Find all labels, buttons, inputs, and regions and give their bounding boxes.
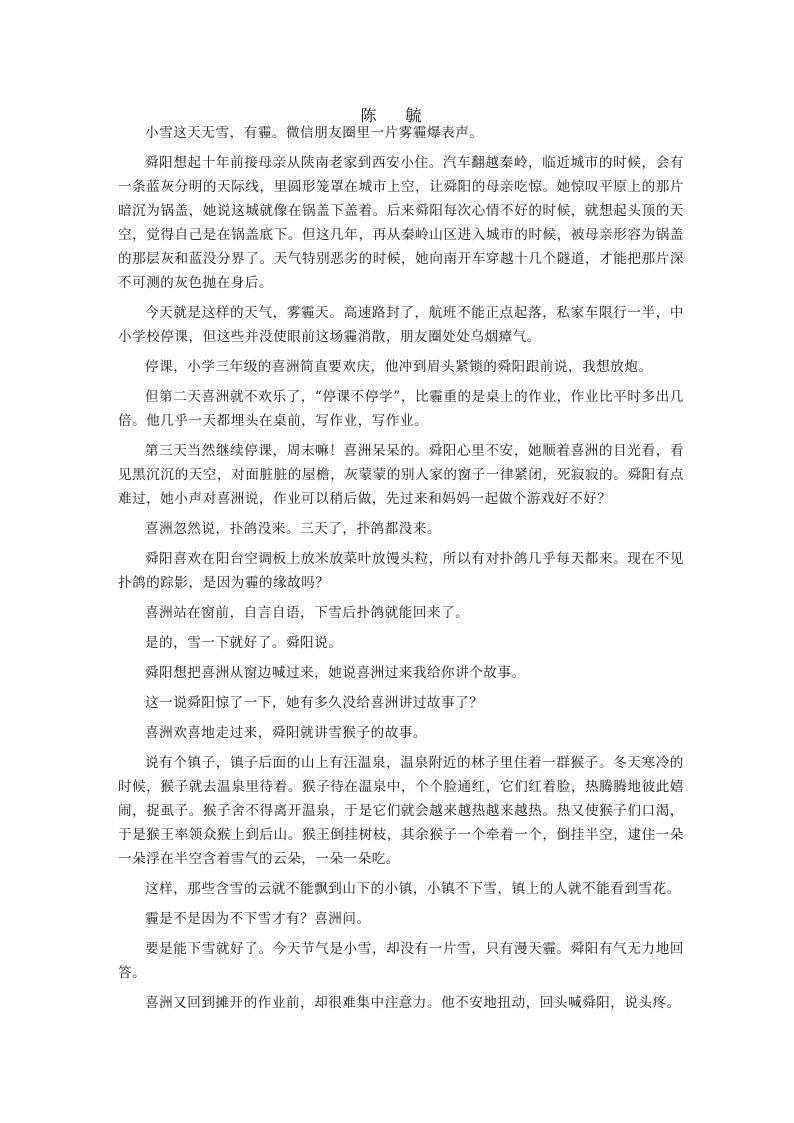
paragraph: 这一说舜阳惊了一下，她有多久没给喜洲讲过故事了？: [145, 695, 484, 711]
paragraph: 舜阳喜欢在阳台空调板上放米放菜叶放馒头粒，所以有对扑鸽几乎每天都来。现在不见扑鸽的踪影，是因为霾的缘故吗？: [118, 551, 684, 591]
paragraph: 要是能下雪就好了。今天节气是小雪，却没有一片雪，只有漫天霾。舜阳有气无力地回答。: [118, 941, 684, 981]
paragraph: 舜阳想起十年前接母亲从陕南老家到西安小住。汽车翻越秦岭，临近城市的时候，会有一条蓝灰分明的天际线，里圆形笼罩在城市上空，让舜阳的母亲吃惊。她惊叹平原上的那片暗沉为锅盖，她说这城就像在锅盖下盖着。后来舜阳每次心情不好的时候，就想起头顶的天空，觉得自己是在锅盖底下。但这几年，再从秦岭山区进入城市的时候，被母亲形容为锅盖的那层灰和蓝没分界了。天气特别恶劣的时候，她向南开车穿越十几个隧道，才能把那片深不可测的灰色抛在身后。: [118, 155, 684, 291]
paragraph: 喜洲站在窗前，自言自语，下雪后扑鸽就能回来了。: [145, 605, 470, 621]
author-title: 陈 毓: [360, 105, 434, 125]
paragraph: 今天就是这样的天气，雾霾天。高速路封了，航班不能正点起落，私家车限行一半，中小学校停课，但这些并没使眼前这场霾消散，朋友圈处处乌烟瘴气。: [118, 305, 684, 345]
paragraph: 喜洲忽然说，扑鸽没来。三天了，扑鸽都没来。: [145, 521, 442, 537]
paragraph: 喜洲欢喜地走过来，舜阳就讲雪猴子的故事。: [145, 725, 427, 741]
paragraph: 小雪这天无雪，有霾。微信朋友圈里一片雾霾爆表声。: [145, 125, 484, 141]
paragraph: 但第二天喜洲就不欢乐了，“停课不停学”，比霾重的是桌上的作业，作业比平时多出几倍。他几乎一天都埋头在桌前，写作业，写作业。: [118, 389, 684, 429]
paragraph: 霾是不是因为不下雪才有？喜洲问。: [145, 911, 371, 927]
paragraph: 是的，雪一下就好了。舜阳说。: [145, 635, 343, 651]
paragraph: 第三天当然继续停课，周末嘛！喜洲呆呆的。舜阳心里不安，她顺着喜洲的目光看，看见黑沉沉的天空，对面脏脏的屋檐，灰蒙蒙的别人家的窗子一律紧闭，死寂寂的。舜阳有点难过，她小声对喜洲说，作业可以稍后做，先过来和妈妈一起做个游戏好不好？: [118, 443, 684, 507]
article-body: [118, 121, 684, 1021]
paragraph: 舜阳想把喜洲从窗边喊过来，她说喜洲过来我给你讲个故事。: [145, 665, 526, 681]
paragraph: 这样，那些含雪的云就不能飘到山下的小镇，小镇不下雪，镇上的人就不能看到雪花。: [145, 881, 681, 897]
paragraph: 说有个镇子，镇子后面的山上有汪温泉，温泉附近的林子里住着一群猴子。冬天寒冷的时候，猴子就去温泉里待着。猴子待在温泉中，个个脸通红，它们红着脸，热腾腾地彼此嬉闹，捉虱子。猴子舍不得离开温泉，于是它们就会越来越热越来越热。热又使猴子们口渴，于是猴王率领众猴上到后山。猴王倒挂树枝，其余猴子一个牵着一个，倒挂半空，逮住一朵一朵浮在半空含着雪气的云朵，一朵一朵吃。: [118, 755, 684, 867]
paragraph: 停课，小学三年级的喜洲简直要欢庆，他冲到眉头紧锁的舜阳跟前说，我想放炮。: [145, 359, 653, 375]
paragraph: 喜洲又回到摊开的作业前，却很难集中注意力。他不安地扭动，回头喊舜阳，说头疼。: [145, 995, 681, 1011]
